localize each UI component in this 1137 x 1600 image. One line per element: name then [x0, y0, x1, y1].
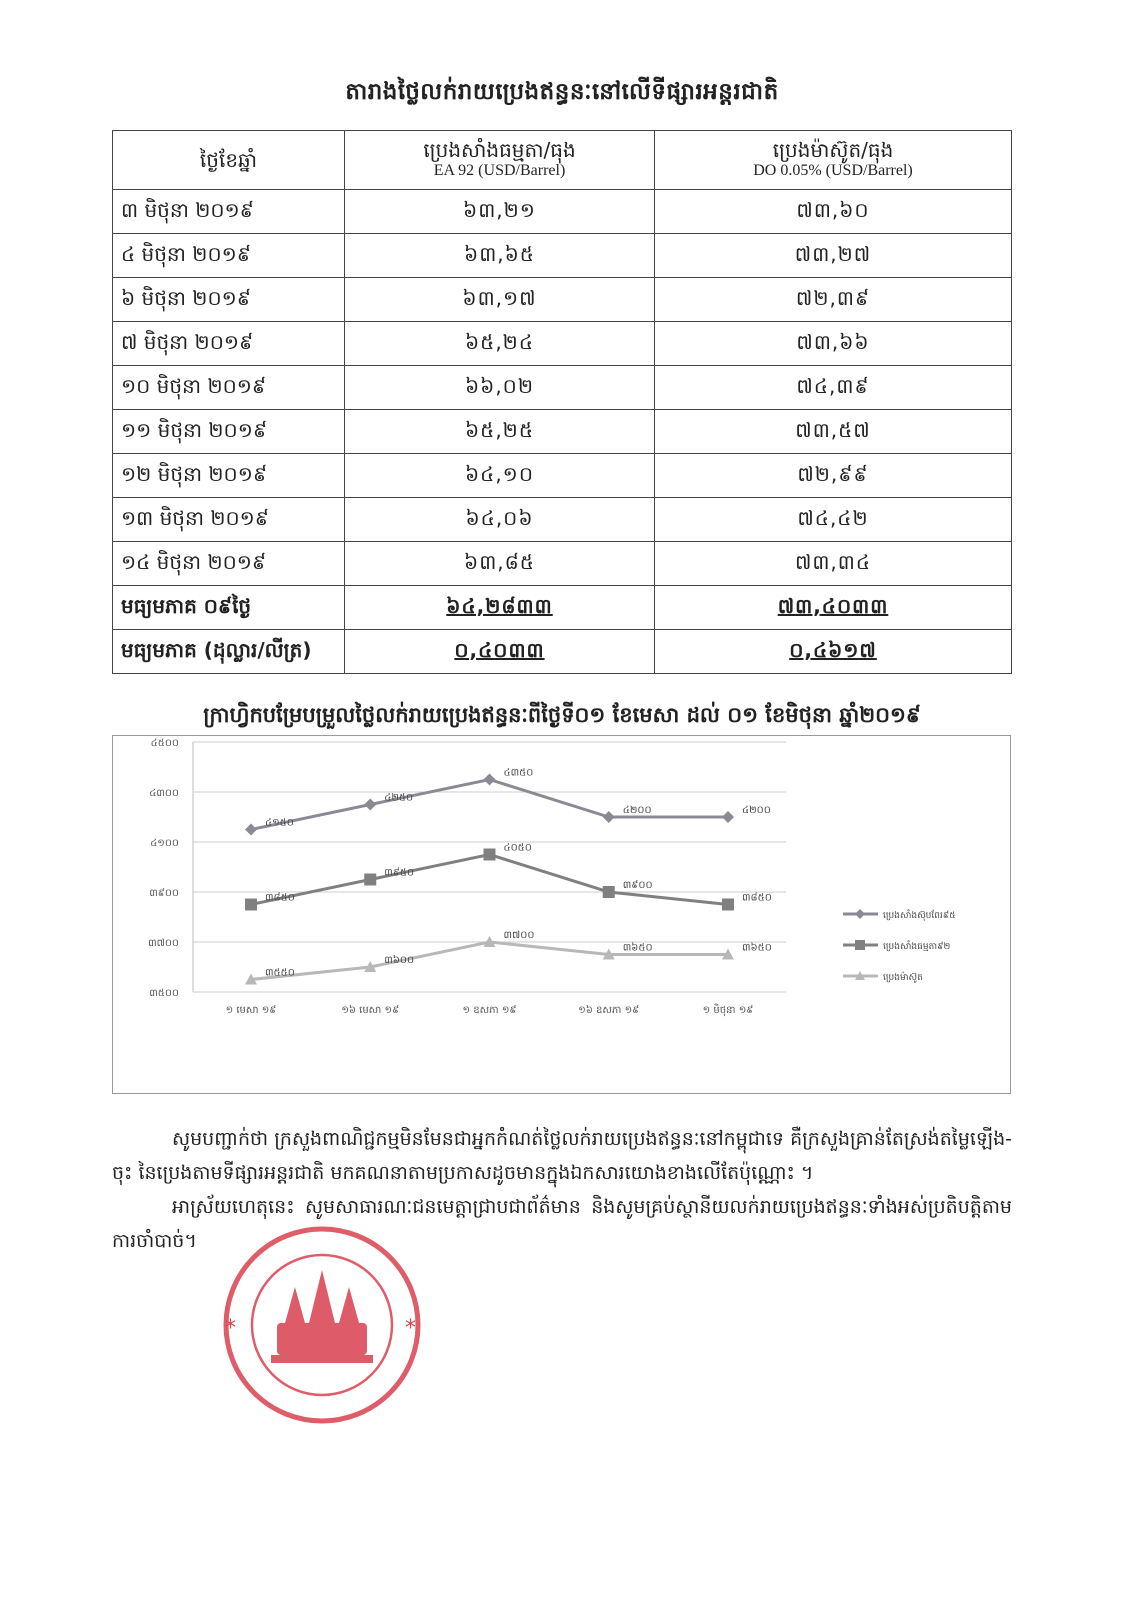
- legend-marker: [855, 909, 865, 919]
- notice-paragraph-1: សូមបញ្ជាក់ថា ក្រសួងពាណិជ្ជកម្មមិនមែនជាអ្នកកំណត់ថ្លៃលក់រាយប្រេងឥន្ធនៈនៅកម្ពុជាទេ គឺក្រសួងគ្រាន់តែស្រង់តម្លៃឡើង-ចុះ នៃប្រេងតាមទីផ្សារអន្តរជាតិ មកគណនាតាមប្រកាសដូចមានក្នុងឯកសារយោងខាងលើតែប៉ុណ្ណោះ ។: [112, 1128, 1012, 1184]
- cell-diesel: ៧៣,៦៦: [655, 322, 1012, 366]
- cell-date: ១៣ មិថុនា ២០១៩: [113, 498, 345, 542]
- y-tick-label: ៣៩០០: [149, 888, 179, 899]
- avg-label: មធ្យមភាគ (ដុល្លារ/លីត្រ): [113, 630, 345, 674]
- data-point: [722, 899, 734, 911]
- data-label: ៤២០០: [742, 805, 771, 816]
- table-row: [113, 322, 1012, 366]
- table-row: [113, 454, 1012, 498]
- price-line-chart: [113, 736, 1010, 1093]
- cell-diesel: ៧៤,៤២: [655, 498, 1012, 542]
- notice-paragraph-2: អាស្រ័យហេតុនេះ សូមសាធារណៈជនមេត្តាជ្រាបជាព័ត៌មាន និងសូមគ្រប់ស្ថានីយលក់រាយប្រេងឥន្ធនៈទាំងអស់ប្រតិបត្តិតាមការចាំបាច់។: [112, 1196, 1012, 1252]
- table-row: [113, 190, 1012, 234]
- cell-gasoline: ៦៣,៨៥: [345, 542, 655, 586]
- data-label: ៤៣៥០: [503, 767, 534, 779]
- cell-diesel: ៧៣,៦០: [655, 190, 1012, 234]
- table-row: [113, 234, 1012, 278]
- data-label: ៣៧០០: [503, 930, 535, 941]
- legend-label: ប្រេងម៉ាស៊ូត: [883, 973, 923, 983]
- data-label: ៤០៥០: [503, 842, 532, 854]
- cell-date: ៣ មិថុនា ២០១៩: [113, 190, 345, 234]
- cell-date: ៧ មិថុនា ២០១៩: [113, 322, 345, 366]
- cell-date: ១០ មិថុនា ២០១៩: [113, 366, 345, 410]
- series-line: [251, 855, 728, 905]
- data-point: [364, 874, 376, 886]
- legend-label: ប្រេងសាំងស៊ុបពែរ៩៥: [883, 911, 956, 921]
- svg-text:*: *: [405, 1316, 416, 1341]
- data-point: [722, 811, 734, 823]
- cell-gasoline: ៦៥,២៤: [345, 322, 655, 366]
- cell-diesel: ៧២,៣៩: [655, 278, 1012, 322]
- header-gasoline-label: ប្រេងសាំងធម្មតា/ធុង: [423, 138, 576, 163]
- price-table: [112, 130, 1012, 674]
- data-label: ៣៩០០: [622, 880, 653, 891]
- data-label: ៤២០០: [622, 805, 652, 816]
- y-tick-label: ៣៥០០: [149, 988, 179, 999]
- data-point: [484, 774, 496, 786]
- y-tick-label: ៤៥០០: [150, 738, 179, 749]
- avg-diesel-value: ០,៤៦១៧: [789, 637, 877, 662]
- data-point: [245, 824, 257, 836]
- cell-gasoline: ៦៥,២៥: [345, 410, 655, 454]
- avg-gasoline-value: ០,៤០៣៣: [454, 637, 545, 662]
- data-point: [364, 799, 376, 811]
- y-tick-label: ៣៧០០: [148, 938, 179, 949]
- header-gasoline: [345, 131, 655, 190]
- data-label: ៣៨៥០: [265, 892, 295, 904]
- cell-gasoline: ៦៤,០៦: [345, 498, 655, 542]
- avg-diesel-value: ៧៣,៤០៣៣: [777, 593, 889, 618]
- avg-gasoline-value: ៦៤,២៨៣៣: [446, 593, 553, 618]
- average-row: [113, 586, 1012, 630]
- document-title: តារាងថ្លៃលក់រាយប្រេងឥន្ធនៈនៅលើទីផ្សារអន្តរជាតិ: [345, 79, 779, 105]
- cell-date: ៤ មិថុនា ២០១៩: [113, 234, 345, 278]
- cell-gasoline: ៦៣,៦៥: [345, 234, 655, 278]
- header-gasoline-sub: EA 92 (USD/Barrel): [433, 162, 566, 180]
- y-tick-label: ៤១០០: [150, 838, 179, 849]
- cell-diesel: ៧៤,៣៩: [655, 366, 1012, 410]
- table-row: [113, 366, 1012, 410]
- x-tick-label: ១ មេសា ១៩: [225, 1005, 277, 1016]
- legend-label: ប្រេងសាំងធម្មតា៩២: [883, 942, 951, 952]
- header-diesel-label: ប្រេងម៉ាស៊ូត/ធុង: [772, 138, 894, 163]
- avg-label: មធ្យមភាគ ០៩ថ្ងៃ: [113, 586, 345, 630]
- avg-diesel: [655, 586, 1012, 630]
- header-date: ថ្ងៃខែឆ្នាំ: [113, 131, 345, 190]
- series-line: [251, 942, 728, 980]
- average-per-litre-row: [113, 630, 1012, 674]
- data-label: ៣៦៥០: [742, 942, 772, 954]
- data-point: [484, 849, 496, 861]
- table-row: [113, 278, 1012, 322]
- x-tick-label: ១៦ មេសា ១៩: [341, 1005, 400, 1016]
- cell-diesel: ៧៣,៣៤: [655, 542, 1012, 586]
- table-row: [113, 542, 1012, 586]
- series-line: [251, 780, 728, 830]
- svg-text:*: *: [225, 1316, 236, 1341]
- data-point: [603, 886, 615, 898]
- avg-diesel: [655, 630, 1012, 674]
- cell-date: ៦ មិថុនា ២០១៩: [113, 278, 345, 322]
- chart-title: ក្រាហ្វិកបម្រែបម្រួលថ្លៃលក់រាយប្រេងឥន្ធនៈពីថ្ងៃទី០១ ខែមេសា ដល់ ០១ ខែមិថុនា ឆ្នាំ២០១៩: [203, 703, 921, 727]
- x-tick-label: ១ មិថុនា ១៩: [702, 1005, 754, 1016]
- data-label: ៣៦០០: [384, 955, 415, 966]
- cell-diesel: ៧៣,៥៧: [655, 410, 1012, 454]
- cell-date: ១១ មិថុនា ២០១៩: [113, 410, 345, 454]
- official-seal: [205, 1225, 440, 1425]
- header-diesel-sub: DO 0.05% (USD/Barrel): [753, 162, 913, 180]
- table-header-row: [113, 131, 1012, 190]
- header-diesel: [655, 131, 1012, 190]
- data-label: ៣៩៥០: [384, 867, 415, 879]
- table-row: [113, 498, 1012, 542]
- cell-gasoline: ៦៤,១០: [345, 454, 655, 498]
- y-tick-label: ៤៣០០: [149, 788, 179, 799]
- cell-gasoline: ៦៦,០២: [345, 366, 655, 410]
- cell-diesel: ៧៣,២៧: [655, 234, 1012, 278]
- cell-date: ១៤ មិថុនា ២០១៩: [113, 542, 345, 586]
- cell-gasoline: ៦៣,១៧: [345, 278, 655, 322]
- cell-diesel: ៧២,៩៩: [655, 454, 1012, 498]
- cell-gasoline: ៦៣,២១: [345, 190, 655, 234]
- x-tick-label: ១៦ ឧសភា ១៩: [578, 1005, 640, 1016]
- legend-marker: [855, 940, 865, 950]
- avg-gasoline: [345, 630, 655, 674]
- data-point: [603, 811, 615, 823]
- data-label: ៤២៥០: [384, 792, 414, 804]
- data-label: ៣៦៥០: [622, 942, 653, 954]
- table-row: [113, 410, 1012, 454]
- data-point: [245, 899, 257, 911]
- cell-date: ១២ មិថុនា ២០១៩: [113, 454, 345, 498]
- chart-frame: [112, 735, 1011, 1094]
- data-label: ៣៨៥០: [742, 892, 772, 904]
- avg-gasoline: [345, 586, 655, 630]
- data-label: ៣៥៥០: [265, 967, 295, 979]
- data-label: ៤១៥០: [265, 817, 294, 829]
- x-tick-label: ១ ឧសភា ១៩: [462, 1005, 517, 1016]
